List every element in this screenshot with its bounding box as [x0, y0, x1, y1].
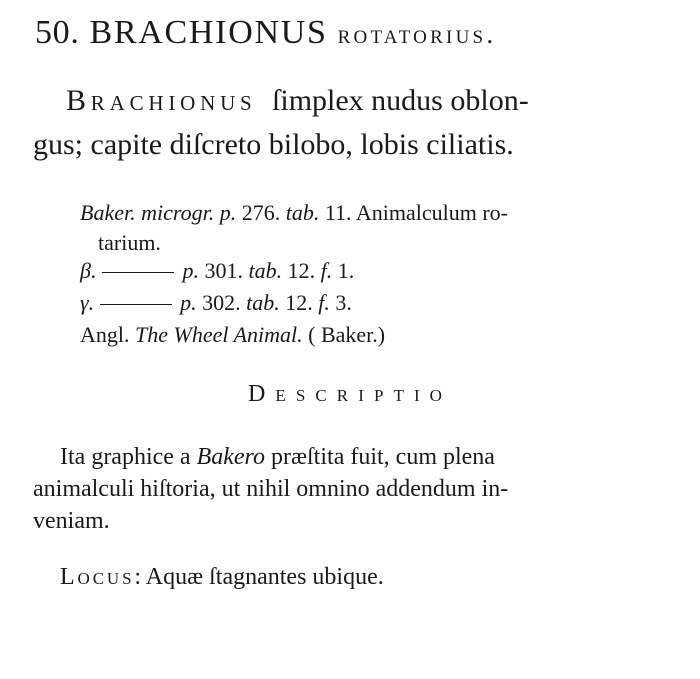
- tab-number: 12.: [287, 258, 316, 283]
- ditto-dash: [102, 272, 174, 273]
- tab-number: 12.: [285, 290, 313, 315]
- page-number: 302.: [202, 290, 241, 315]
- description-line-1: [60, 444, 495, 471]
- tab-label: tab.: [246, 290, 280, 315]
- ditto-dash: [100, 304, 172, 305]
- gamma-symbol: γ.: [80, 290, 95, 315]
- reference-gamma: [80, 290, 352, 316]
- description-line-2: animalculi hiſtoria, ut nihil omnino addendum in-: [33, 476, 509, 502]
- locus-label: Locus: [60, 564, 135, 590]
- species-number: 50.: [35, 14, 80, 51]
- locus-text: : Aquæ ſtagnantes ubique.: [134, 564, 384, 590]
- diagnosis-line-1: [66, 84, 529, 118]
- description-text: præſtita fuit, cum plena: [271, 444, 495, 470]
- locus-line: [60, 564, 384, 591]
- page-label: p.: [180, 290, 197, 315]
- reference-name: Animalculum ro-: [355, 200, 508, 225]
- reference-tab-label: tab.: [285, 200, 320, 225]
- reference-page: 276.: [241, 200, 281, 225]
- beta-symbol: β.: [80, 258, 97, 283]
- diagnosis-line-2: [33, 128, 514, 162]
- figure-label: f.: [318, 290, 330, 315]
- diagnosis-genus: Brachionus: [66, 84, 257, 117]
- english-label: Angl.: [80, 322, 130, 347]
- description-text: Ita graphice a: [60, 444, 191, 470]
- descriptio-heading: Descriptio: [247, 381, 453, 407]
- diagnosis-text-2: gus; capite diſcreto bilobo, lobis ciliatis.: [33, 128, 514, 161]
- reference-english: [80, 322, 385, 348]
- diagnosis-text-1: ſimplex nudus oblon-: [272, 84, 529, 117]
- page-label: p.: [182, 258, 199, 283]
- reference-baker: [80, 200, 508, 226]
- reference-baker-continued: [98, 230, 161, 256]
- description-author: Bakero: [196, 444, 266, 470]
- description-line-3: veniam.: [33, 508, 110, 534]
- reference-name-continued: tarium.: [98, 230, 161, 255]
- species-epithet: rotatorius.: [337, 19, 497, 49]
- reference-beta: [80, 258, 354, 284]
- english-source: ( Baker.): [308, 322, 386, 347]
- genus-name: BRACHIONUS: [89, 14, 328, 51]
- reference-tab: 11.: [324, 200, 352, 225]
- reference-source: Baker. microgr. p.: [80, 200, 237, 225]
- species-heading: [35, 14, 496, 52]
- tab-label: tab.: [248, 258, 283, 283]
- figure-number: 1.: [337, 258, 355, 283]
- figure-number: 3.: [335, 290, 352, 315]
- figure-label: f.: [320, 258, 333, 283]
- english-name: The Wheel Animal.: [135, 322, 303, 347]
- page-number: 301.: [204, 258, 243, 283]
